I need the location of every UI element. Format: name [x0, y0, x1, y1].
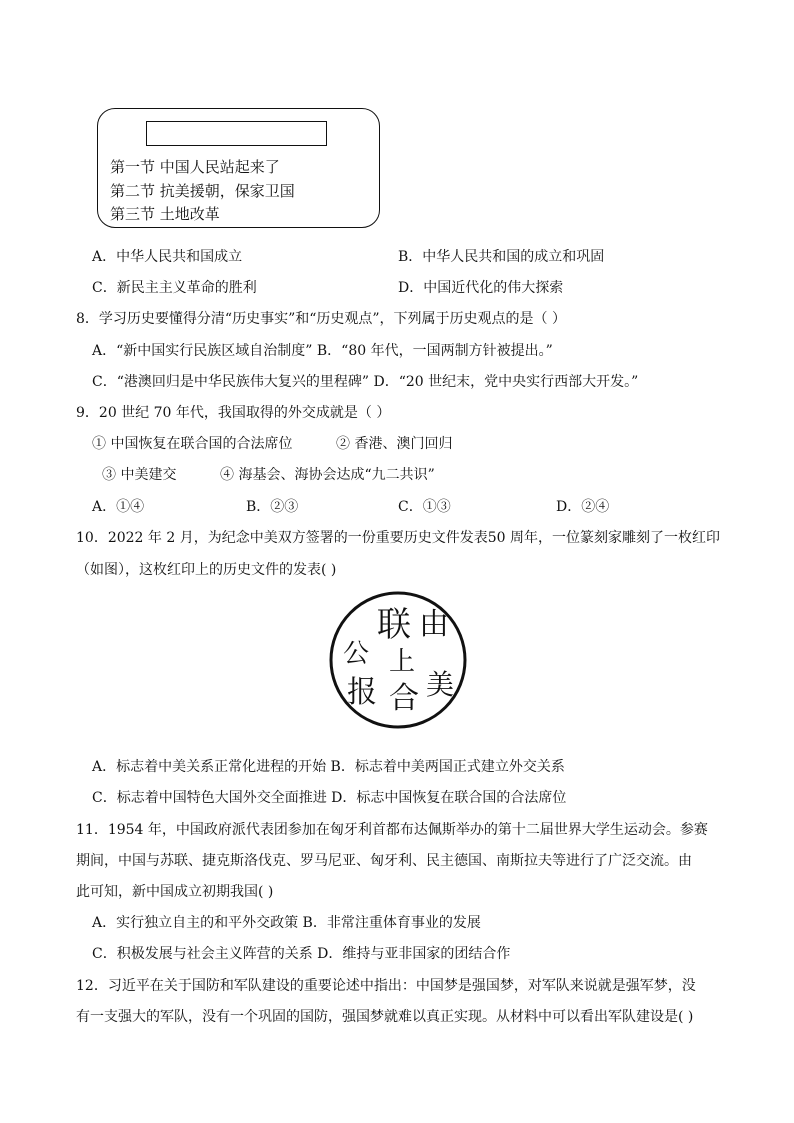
seal-char-2: 由	[419, 607, 449, 642]
q11-stem-line-1: 11．1954 年，中国政府派代表团参加在匈牙利首都布达佩斯举办的第十二届世界大学生运动会。参赛	[76, 822, 708, 838]
seal-char-7: 美	[425, 668, 455, 701]
q8-stem: 8．学习历史要懂得分清“历史事实”和“历史观点”，下列属于历史观点的是（ ）	[76, 311, 566, 327]
q11-options-cd: C．积极发展与社会主义阵营的关系 D．维持与亚非国家的团结合作	[92, 946, 511, 962]
q9-stem: 9．20 世纪 70 年代，我国取得的外交成就是（ ）	[76, 405, 391, 421]
q9-item-2: ② 香港、澳门回归	[336, 436, 453, 452]
q9-item-1: ① 中国恢复在联合国的合法席位	[92, 436, 293, 452]
seal-svg	[328, 590, 468, 730]
q9-option-c: C．①③	[398, 499, 451, 515]
q10-stem-line-1: 10．2022 年 2 月，为纪念中美双方签署的一份重要历史文件发表50 周年，一位篆刻家雕刻了一枚红印	[76, 530, 720, 546]
q7-option-a: A．中华人民共和国成立	[92, 249, 243, 265]
q11-stem-line-2: 期间，中国与苏联、捷克斯洛伐克、罗马尼亚、匈牙利、民主德国、南斯拉夫等进行了广泛交流。由	[76, 853, 692, 869]
q9-option-d: D．②④	[556, 499, 610, 515]
q9-option-a: A．①④	[92, 499, 145, 515]
q10-stem-line-2: （如图），这枚红印上的历史文件的发表( )	[76, 562, 337, 578]
seal-char-3: 公	[342, 639, 370, 669]
outline-section-1: 第一节 中国人民站起来了	[110, 158, 280, 176]
q9-option-b: B．②③	[246, 499, 299, 515]
seal-image	[328, 590, 468, 730]
q11-stem-line-3: 此可知，新中国成立初期我国( )	[76, 884, 274, 900]
outline-section-3: 第三节 土地改革	[110, 205, 220, 223]
q7-option-b: B．中华人民共和国的成立和巩固	[398, 249, 605, 265]
q7-option-d: D．中国近代化的伟大探索	[398, 280, 564, 296]
seal-char-5: 报	[347, 675, 377, 710]
q12-stem-line-2: 有一支强大的军队，没有一个巩固的国防，强国梦就难以真正实现。从材料中可以看出军队建设是( )	[76, 1009, 694, 1025]
outline-section-2: 第二节 抗美援朝，保家卫国	[110, 182, 295, 200]
seal-char-6: 合	[389, 681, 419, 716]
seal-char-4: 上	[388, 647, 416, 677]
q10-options-cd: C．标志着中国特色大国外交全面推进 D．标志中国恢复在联合国的合法席位	[92, 790, 567, 806]
q8-options-cd: C．“港澳回归是中华民族伟大复兴的里程碑” D．“20 世纪末，党中央实行西部大开发。”	[92, 374, 639, 390]
q9-item-4: ④ 海基会、海协会达成“九二共识”	[220, 467, 435, 483]
seal-char-1: 联	[377, 605, 411, 645]
q9-item-3: ③ 中美建交	[102, 467, 177, 483]
outline-title-blank	[146, 121, 327, 146]
q12-stem-line-1: 12．习近平在关于国防和军队建设的重要论述中指出：中国梦是强国梦，对军队来说就是强军梦，没	[76, 978, 696, 994]
q7-option-c: C．新民主主义革命的胜利	[92, 280, 257, 296]
q8-options-ab: A．“新中国实行民族区域自治制度” B．“80 年代，一国两制方针被提出。”	[92, 343, 553, 359]
q11-options-ab: A．实行独立自主的和平外交政策 B．非常注重体育事业的发展	[92, 915, 481, 931]
q10-options-ab: A．标志着中美关系正常化进程的开始 B．标志着中美两国正式建立外交关系	[92, 759, 565, 775]
